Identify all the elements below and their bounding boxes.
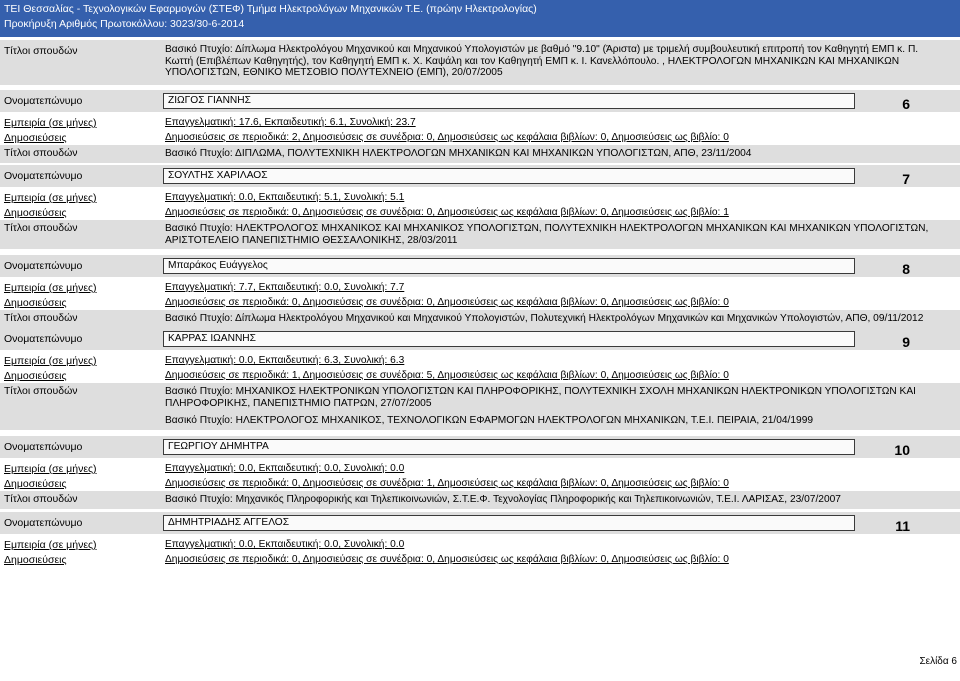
experience-value: Επαγγελματική: 0.0, Εκπαιδευτική: 5.1, Συνολική: 5.1 [165,192,405,203]
degrees-row [0,491,960,509]
degree-entry: Βασικό Πτυχίο: Δίπλωμα Ηλεκτρολόγου Μηχανικού και Μηχανικού Υπολογιστών με βαθμό "9.10" (Άριστα) με τριμελή συμβουλευτική επιτροπή τον Καθηγητή ΕΜΠ κ. Π. Κωττή (Επιβλέπων Καθηγητής), τον Καθηγητή ΕΜΠ κ. Χ. Καψάλη και τον Καθηγητή ΕΜΠ κ. Ι. Κανελλόπουλο. , ΗΛΕΚΤΡΟΛΟΓΩΝ ΜΗΧΑΝΙΚΩΝ ΚΑΙ ΜΗΧΑΝΙΚΩΝ ΥΠΟΛΟΓΙΣΤΩΝ, ΕΘΝΙΚΟ ΜΕΤΣΟΒΙΟ ΠΟΛΥΤΕΧΝΕΙΟ (ΕΜΠ), 20/07/2005 [165,44,919,78]
candidate-name: ΖΙΩΓΟΣ ΓΙΑΝΝΗΣ [163,93,855,109]
name-row [0,90,960,112]
degrees-value [165,44,940,79]
name-row [0,512,960,534]
experience-row [0,191,960,205]
candidate-rank: 8 [902,261,910,277]
name-label: Ονοματεπώνυμο [4,441,83,453]
degrees-value [165,494,940,506]
degrees-label: Τίτλοι σπουδών [4,493,78,505]
name-row [0,436,960,458]
degrees-label: Τίτλοι σπουδών [4,222,78,234]
experience-label: Εμπειρία (σε μήνες) [4,282,97,294]
publications-row [0,296,960,310]
degree-entry: Βασικό Πτυχίο: ΗΛΕΚΤΡΟΛΟΓΟΣ ΜΗΧΑΝΙΚΟΣ, ΤΕΧΝΟΛΟΓΙΚΩΝ ΕΦΑΡΜΟΓΩΝ ΗΛΕΚΤΡΟΛΟΓΩΝ ΜΗΧΑΝΙΚΩΝ, Τ.Ε.Ι. ΠΕΙΡΑΙΑ, 21/04/1999 [165,415,814,426]
experience-label: Εμπειρία (σε μήνες) [4,539,97,551]
candidate-name: ΔΗΜΗΤΡΙΑΔΗΣ ΑΓΓΕΛΟΣ [163,515,855,531]
document-header [0,0,960,37]
degree-entry: Βασικό Πτυχίο: ΔΙΠΛΩΜΑ, ΠΟΛΥΤΕΧΝΙΚΗ ΗΛΕΚΤΡΟΛΟΓΩΝ ΜΗΧΑΝΙΚΩΝ ΚΑΙ ΜΗΧΑΝΙΚΩΝ ΥΠΟΛΟΓΙΣΤΩΝ, ΑΠΘ, 23/11/2004 [165,148,752,159]
experience-value: Επαγγελματική: 7.7, Εκπαιδευτική: 0.0, Συνολική: 7.7 [165,282,405,293]
candidate-name: Μπαράκος Ευάγγελος [163,258,855,274]
previous-entry-degrees-row [0,40,960,85]
publications-value: Δημοσιεύσεις σε περιοδικά: 0, Δημοσιεύσεις σε συνέδρια: 0, Δημοσιεύσεις ως κεφάλαια βιβλίων: 0, Δημοσιεύσεις ως βιβλίο: 1 [165,207,729,218]
name-label: Ονοματεπώνυμο [4,260,83,272]
experience-row [0,354,960,368]
candidate-rank: 11 [895,518,910,534]
announcement-number: Προκήρυξη Αριθμός Πρωτοκόλλου: 3023/30-6-2014 [4,18,245,30]
publications-label: Δημοσιεύσεις [4,370,67,382]
page-number: Σελίδα 6 [919,656,957,667]
experience-row [0,281,960,295]
publications-value: Δημοσιεύσεις σε περιοδικά: 0, Δημοσιεύσεις σε συνέδρια: 0, Δημοσιεύσεις ως κεφάλαια βιβλίων: 0, Δημοσιεύσεις ως βιβλίο: 0 [165,297,729,308]
candidate-rank: 10 [894,442,910,458]
candidate-name: ΣΟΥΛΤΗΣ ΧΑΡΙΛΑΟΣ [163,168,855,184]
experience-value: Επαγγελματική: 0.0, Εκπαιδευτική: 0.0, Συνολική: 0.0 [165,539,405,550]
degree-entry: Βασικό Πτυχίο: ΜΗΧΑΝΙΚΟΣ ΗΛΕΚΤΡΟΝΙΚΩΝ ΥΠΟΛΟΓΙΣΤΩΝ ΚΑΙ ΠΛΗΡΟΦΟΡΙΚΗΣ, ΠΟΛΥΤΕΧΝΙΚΗ ΣΧΟΛΗ ΜΗΧΑΝΙΚΩΝ ΗΛΕΚΤΡΟΝΙΚΩΝ ΥΠΟΛΟΓΙΣΤΩΝ ΚΑΙ ΠΛΗΡΟΦΟΡΙΚΗΣ, ΠΑΝΕΠΙΣΤΗΜΙΟ ΠΑΤΡΩΝ, 27/07/2005 [165,386,916,409]
publications-value: Δημοσιεύσεις σε περιοδικά: 2, Δημοσιεύσεις σε συνέδρια: 0, Δημοσιεύσεις ως κεφάλαια βιβλίων: 0, Δημοσιεύσεις ως βιβλίο: 0 [165,132,729,143]
experience-value: Επαγγελματική: 17.6, Εκπαιδευτική: 6.1, Συνολική: 23.7 [165,117,416,128]
degree-entry: Βασικό Πτυχίο: ΗΛΕΚΤΡΟΛΟΓΟΣ ΜΗΧΑΝΙΚΟΣ ΚΑΙ ΜΗΧΑΝΙΚΟΣ ΥΠΟΛΟΓΙΣΤΩΝ, ΠΟΛΥΤΕΧΝΙΚΗ ΗΛΕΚΤΡΟΛΟΓΩΝ ΜΗΧΑΝΙΚΩΝ ΚΑΙ ΜΗΧΑΝΙΚΩΝ ΥΠΟΛΟΓΙΣΤΩΝ, ΑΡΙΣΤΟΤΕΛΕΙΟ ΠΑΝΕΠΙΣΤΗΜΙΟ ΘΕΣΣΑΛΟΝΙΚΗΣ, 28/03/2011 [165,223,929,246]
publications-label: Δημοσιεύσεις [4,207,67,219]
name-row [0,165,960,187]
name-label: Ονοματεπώνυμο [4,95,83,107]
publications-label: Δημοσιεύσεις [4,554,67,566]
experience-row [0,116,960,130]
degree-entry: Βασικό Πτυχίο: Δίπλωμα Ηλεκτρολόγου Μηχανικού και Μηχανικού Υπολογιστών, Πολυτεχνική Ηλεκτρολόγων Μηχανικών και Μηχανικών Υπολογιστών, ΑΠΘ, 09/11/2012 [165,313,924,324]
degrees-row [0,310,960,328]
degrees-row [0,220,960,249]
degrees-row [0,145,960,163]
publications-label: Δημοσιεύσεις [4,132,67,144]
name-label: Ονοματεπώνυμο [4,170,83,182]
publications-value: Δημοσιεύσεις σε περιοδικά: 1, Δημοσιεύσεις σε συνέδρια: 5, Δημοσιεύσεις ως κεφάλαια βιβλίων: 0, Δημοσιεύσεις ως βιβλίο: 0 [165,370,729,381]
publications-row [0,206,960,220]
publications-value: Δημοσιεύσεις σε περιοδικά: 0, Δημοσιεύσεις σε συνέδρια: 1, Δημοσιεύσεις ως κεφάλαια βιβλίων: 0, Δημοσιεύσεις ως βιβλίο: 0 [165,478,729,489]
experience-row [0,538,960,552]
degrees-value [165,313,940,325]
degrees-label: Τίτλοι σπουδών [4,312,78,324]
experience-label: Εμπειρία (σε μήνες) [4,117,97,129]
experience-row [0,462,960,476]
publications-label: Δημοσιεύσεις [4,478,67,490]
name-row [0,255,960,277]
experience-value: Επαγγελματική: 0.0, Εκπαιδευτική: 6.3, Συνολική: 6.3 [165,355,405,366]
name-label: Ονοματεπώνυμο [4,333,83,345]
degrees-row [0,383,960,430]
institution-title: ΤΕΙ Θεσσαλίας - Τεχνολογικών Εφαρμογών (ΣΤΕΦ) Τμήμα Ηλεκτρολόγων Μηχανικών Τ.Ε. (πρώην Ηλεκτρολογίας) [4,3,537,15]
experience-label: Εμπειρία (σε μήνες) [4,355,97,367]
degrees-label: Τίτλοι σπουδών [4,45,78,57]
degrees-value [165,223,940,246]
publications-row [0,477,960,491]
publications-row [0,553,960,567]
experience-label: Εμπειρία (σε μήνες) [4,192,97,204]
candidate-rank: 9 [902,334,910,350]
candidate-rank: 6 [902,96,910,112]
experience-label: Εμπειρία (σε μήνες) [4,463,97,475]
candidate-name: ΓΕΩΡΓΙΟΥ ΔΗΜΗΤΡΑ [163,439,855,455]
publications-row [0,369,960,383]
degrees-value [165,148,940,160]
degree-entry: Βασικό Πτυχίο: Μηχανικός Πληροφορικής και Τηλεπικοινωνιών, Σ.Τ.Ε.Φ. Τεχνολογίας Πληροφορικής και Τηλεπικοινωνιών, Τ.Ε.Ι. ΛΑΡΙΣΑΣ, 23/07/2007 [165,494,841,505]
degrees-label: Τίτλοι σπουδών [4,385,78,397]
candidate-rank: 7 [902,171,910,187]
name-label: Ονοματεπώνυμο [4,517,83,529]
publications-row [0,131,960,145]
experience-value: Επαγγελματική: 0.0, Εκπαιδευτική: 0.0, Συνολική: 0.0 [165,463,405,474]
publications-label: Δημοσιεύσεις [4,297,67,309]
publications-value: Δημοσιεύσεις σε περιοδικά: 0, Δημοσιεύσεις σε συνέδρια: 0, Δημοσιεύσεις ως κεφάλαια βιβλίων: 0, Δημοσιεύσεις ως βιβλίο: 0 [165,554,729,565]
degrees-label: Τίτλοι σπουδών [4,147,78,159]
name-row [0,328,960,350]
candidate-name: ΚΑΡΡΑΣ ΙΩΑΝΝΗΣ [163,331,855,347]
degrees-value [165,386,940,427]
